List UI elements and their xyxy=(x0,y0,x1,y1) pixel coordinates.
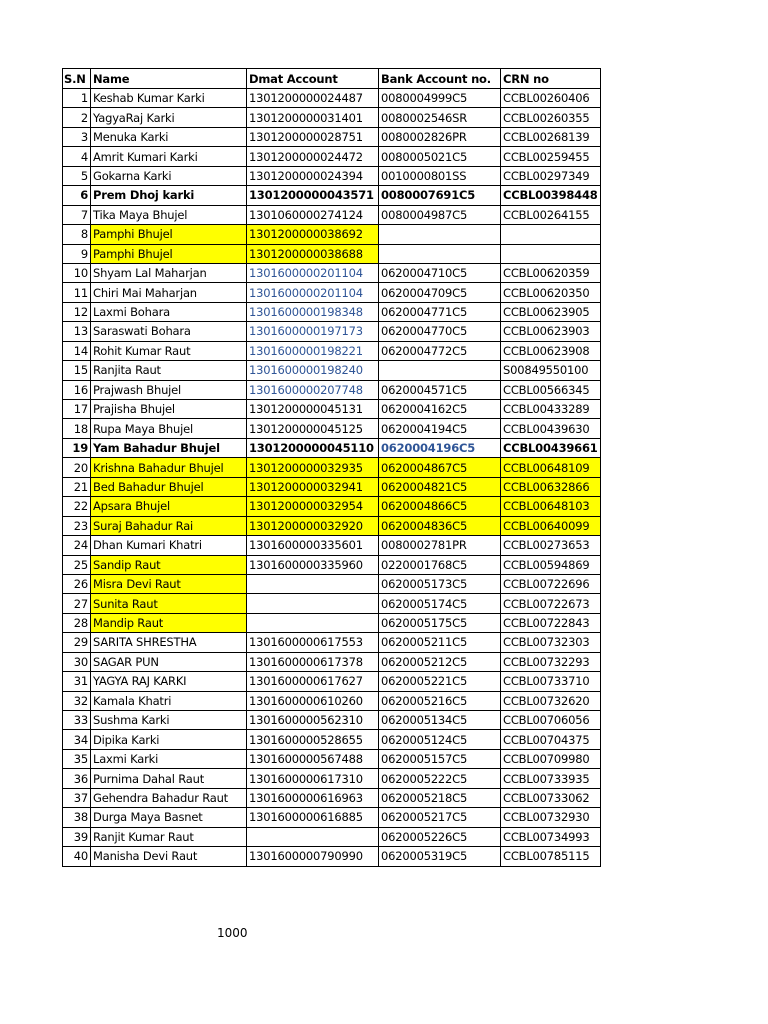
cell-crn[interactable]: CCBL00734993 xyxy=(501,827,601,846)
cell-sn[interactable]: 39 xyxy=(63,827,91,846)
cell-sn[interactable]: 11 xyxy=(63,283,91,302)
cell-name[interactable]: Kamala Khatri xyxy=(91,691,247,710)
table-row xyxy=(63,516,601,535)
cell-bank-account[interactable]: 0620004196C5 xyxy=(379,438,501,457)
cell-crn[interactable]: CCBL00722673 xyxy=(501,594,601,613)
cell-sn[interactable]: 19 xyxy=(63,438,91,457)
cell-crn[interactable]: CCBL00732303 xyxy=(501,633,601,652)
cell-sn[interactable]: 8 xyxy=(63,225,91,244)
table-row xyxy=(63,477,601,496)
cell-bank-account[interactable]: 0620004194C5 xyxy=(379,419,501,438)
cell-dmat-account[interactable]: 1301600000197173 xyxy=(247,322,379,341)
cell-dmat-account[interactable]: 1301600000207748 xyxy=(247,380,379,399)
cell-sn[interactable]: 9 xyxy=(63,244,91,263)
cell-bank-account[interactable]: 0620005173C5 xyxy=(379,574,501,593)
cell-bank-account[interactable]: 0620004772C5 xyxy=(379,341,501,360)
cell-dmat-account[interactable]: 1301600000617627 xyxy=(247,672,379,691)
cell-dmat-account[interactable]: 1301600000790990 xyxy=(247,847,379,866)
table-row xyxy=(63,244,601,263)
table-row xyxy=(63,847,601,866)
cell-bank-account[interactable]: 0080004987C5 xyxy=(379,205,501,224)
cell-dmat-account[interactable] xyxy=(247,613,379,632)
cell-bank-account[interactable]: 0620004821C5 xyxy=(379,477,501,496)
cell-crn[interactable]: CCBL00439661 xyxy=(501,438,601,457)
table-row xyxy=(63,808,601,827)
table-row xyxy=(63,322,601,341)
cell-name[interactable]: Apsara Bhujel xyxy=(91,497,247,516)
cell-bank-account[interactable]: 0620005217C5 xyxy=(379,808,501,827)
cell-name[interactable]: Prajisha Bhujel xyxy=(91,400,247,419)
cell-name[interactable]: YAGYA RAJ KARKI xyxy=(91,672,247,691)
table-row xyxy=(63,555,601,574)
table-row xyxy=(63,749,601,768)
cell-crn[interactable]: CCBL00706056 xyxy=(501,711,601,730)
table-row xyxy=(63,458,601,477)
cell-name[interactable]: Shyam Lal Maharjan xyxy=(91,263,247,282)
cell-bank-account[interactable]: 0620005134C5 xyxy=(379,711,501,730)
cell-name[interactable]: Krishna Bahadur Bhujel xyxy=(91,458,247,477)
cell-dmat-account[interactable]: 1301600000610260 xyxy=(247,691,379,710)
cell-name[interactable]: Dhan Kumari Khatri xyxy=(91,536,247,555)
cell-name[interactable]: Keshab Kumar Karki xyxy=(91,89,247,108)
cell-crn[interactable] xyxy=(501,225,601,244)
cell-dmat-account[interactable]: 1301600000198348 xyxy=(247,302,379,321)
cell-sn[interactable]: 21 xyxy=(63,477,91,496)
cell-sn[interactable]: 18 xyxy=(63,419,91,438)
cell-dmat-account[interactable]: 1301200000045131 xyxy=(247,400,379,419)
cell-bank-account[interactable]: 0080002546SR xyxy=(379,108,501,127)
table-row xyxy=(63,380,601,399)
table-row xyxy=(63,127,601,146)
cell-dmat-account[interactable]: 1301200000032920 xyxy=(247,516,379,535)
cell-crn[interactable]: CCBL00704375 xyxy=(501,730,601,749)
table-row xyxy=(63,302,601,321)
cell-bank-account[interactable]: 0620004866C5 xyxy=(379,497,501,516)
cell-dmat-account[interactable]: 1301600000528655 xyxy=(247,730,379,749)
cell-dmat-account[interactable]: 1301200000032935 xyxy=(247,458,379,477)
cell-name[interactable]: Ranjit Kumar Raut xyxy=(91,827,247,846)
table-row xyxy=(63,419,601,438)
cell-crn[interactable]: CCBL00640099 xyxy=(501,516,601,535)
cell-bank-account[interactable]: 0620004836C5 xyxy=(379,516,501,535)
cell-dmat-account[interactable]: 1301200000031401 xyxy=(247,108,379,127)
cell-dmat-account[interactable]: 1301200000038688 xyxy=(247,244,379,263)
cell-crn[interactable]: CCBL00733935 xyxy=(501,769,601,788)
cell-dmat-account[interactable]: 1301200000024487 xyxy=(247,89,379,108)
cell-dmat-account[interactable]: 1301200000032941 xyxy=(247,477,379,496)
cell-name[interactable]: Rohit Kumar Raut xyxy=(91,341,247,360)
cell-dmat-account[interactable]: 1301600000335960 xyxy=(247,555,379,574)
cell-name[interactable]: Misra Devi Raut xyxy=(91,574,247,593)
cell-dmat-account[interactable] xyxy=(247,574,379,593)
total-value: 1000 xyxy=(217,926,248,940)
cell-crn[interactable]: CCBL00620350 xyxy=(501,283,601,302)
cell-bank-account[interactable]: 0620004770C5 xyxy=(379,322,501,341)
cell-sn[interactable]: 34 xyxy=(63,730,91,749)
cell-name[interactable]: Pamphi Bhujel xyxy=(91,244,247,263)
cell-dmat-account[interactable]: 1301200000024472 xyxy=(247,147,379,166)
cell-name[interactable]: Sunita Raut xyxy=(91,594,247,613)
cell-bank-account[interactable]: 0080007691C5 xyxy=(379,186,501,205)
cell-sn[interactable]: 14 xyxy=(63,341,91,360)
table-row xyxy=(63,361,601,380)
cell-name[interactable]: Bed Bahadur Bhujel xyxy=(91,477,247,496)
cell-dmat-account[interactable]: 1301600000616885 xyxy=(247,808,379,827)
cell-sn[interactable]: 13 xyxy=(63,322,91,341)
cell-bank-account[interactable]: 0620005124C5 xyxy=(379,730,501,749)
cell-crn[interactable]: CCBL00623903 xyxy=(501,322,601,341)
cell-dmat-account[interactable]: 1301600000335601 xyxy=(247,536,379,555)
cell-name[interactable]: Prem Dhoj karki xyxy=(91,186,247,205)
header-name: Name xyxy=(91,69,247,89)
cell-crn[interactable]: S00849550100 xyxy=(501,361,601,380)
cell-dmat-account[interactable]: 1301600000617378 xyxy=(247,652,379,671)
cell-sn[interactable]: 37 xyxy=(63,788,91,807)
cell-bank-account[interactable]: 0620004771C5 xyxy=(379,302,501,321)
cell-sn[interactable]: 17 xyxy=(63,400,91,419)
cell-bank-account[interactable]: 0620004162C5 xyxy=(379,400,501,419)
table-row xyxy=(63,186,601,205)
cell-crn[interactable]: CCBL00433289 xyxy=(501,400,601,419)
table-row xyxy=(63,652,601,671)
cell-sn[interactable]: 29 xyxy=(63,633,91,652)
cell-bank-account[interactable] xyxy=(379,225,501,244)
cell-name[interactable]: Sandip Raut xyxy=(91,555,247,574)
table-row xyxy=(63,225,601,244)
table-row xyxy=(63,166,601,185)
table-row xyxy=(63,205,601,224)
cell-name[interactable]: YagyaRaj Karki xyxy=(91,108,247,127)
cell-crn[interactable]: CCBL00260406 xyxy=(501,89,601,108)
cell-crn[interactable]: CCBL00620359 xyxy=(501,263,601,282)
cell-dmat-account[interactable]: 1301600000616963 xyxy=(247,788,379,807)
cell-dmat-account[interactable]: 1301200000043571 xyxy=(247,186,379,205)
cell-crn[interactable]: CCBL00648103 xyxy=(501,497,601,516)
cell-dmat-account[interactable]: 1301600000567488 xyxy=(247,749,379,768)
cell-crn[interactable]: CCBL00648109 xyxy=(501,458,601,477)
cell-bank-account[interactable]: 0010000801SS xyxy=(379,166,501,185)
cell-name[interactable]: Suraj Bahadur Rai xyxy=(91,516,247,535)
cell-bank-account[interactable]: 0080002826PR xyxy=(379,127,501,146)
cell-crn[interactable]: CCBL00732620 xyxy=(501,691,601,710)
cell-name[interactable]: Laxmi Karki xyxy=(91,749,247,768)
cell-name[interactable]: Ranjita Raut xyxy=(91,361,247,380)
cell-sn[interactable]: 7 xyxy=(63,205,91,224)
cell-crn[interactable]: CCBL00722696 xyxy=(501,574,601,593)
accounts-table xyxy=(62,68,601,867)
cell-dmat-account[interactable]: 1301200000038692 xyxy=(247,225,379,244)
table-row xyxy=(63,730,601,749)
cell-name[interactable]: Dipika Karki xyxy=(91,730,247,749)
cell-crn[interactable]: CCBL00259455 xyxy=(501,147,601,166)
cell-sn[interactable]: 23 xyxy=(63,516,91,535)
cell-dmat-account[interactable]: 1301200000028751 xyxy=(247,127,379,146)
cell-name[interactable]: Menuka Karki xyxy=(91,127,247,146)
cell-dmat-account[interactable]: 1301600000201104 xyxy=(247,263,379,282)
cell-crn[interactable]: CCBL00260355 xyxy=(501,108,601,127)
cell-name[interactable]: Purnima Dahal Raut xyxy=(91,769,247,788)
cell-sn[interactable]: 25 xyxy=(63,555,91,574)
header-row xyxy=(63,69,601,89)
cell-sn[interactable]: 20 xyxy=(63,458,91,477)
cell-dmat-account[interactable]: 1301200000045110 xyxy=(247,438,379,457)
table-row xyxy=(63,497,601,516)
cell-crn[interactable]: CCBL00733710 xyxy=(501,672,601,691)
cell-dmat-account[interactable] xyxy=(247,827,379,846)
cell-name[interactable]: Laxmi Bohara xyxy=(91,302,247,321)
cell-name[interactable]: SARITA SHRESTHA xyxy=(91,633,247,652)
cell-sn[interactable]: 36 xyxy=(63,769,91,788)
cell-name[interactable]: Chiri Mai Maharjan xyxy=(91,283,247,302)
cell-name[interactable]: Yam Bahadur Bhujel xyxy=(91,438,247,457)
table-row xyxy=(63,633,601,652)
table-row xyxy=(63,672,601,691)
cell-bank-account[interactable]: 0220001768C5 xyxy=(379,555,501,574)
cell-sn[interactable]: 31 xyxy=(63,672,91,691)
header-sn: S.N xyxy=(63,69,91,89)
cell-dmat-account[interactable]: 1301600000617310 xyxy=(247,769,379,788)
cell-name[interactable]: Manisha Devi Raut xyxy=(91,847,247,866)
cell-bank-account[interactable]: 0620005212C5 xyxy=(379,652,501,671)
cell-sn[interactable]: 10 xyxy=(63,263,91,282)
cell-bank-account[interactable]: 0620004709C5 xyxy=(379,283,501,302)
cell-sn[interactable]: 28 xyxy=(63,613,91,632)
table-row xyxy=(63,769,601,788)
cell-sn[interactable]: 22 xyxy=(63,497,91,516)
cell-crn[interactable]: CCBL00733062 xyxy=(501,788,601,807)
cell-crn[interactable]: CCBL00566345 xyxy=(501,380,601,399)
cell-sn[interactable]: 12 xyxy=(63,302,91,321)
cell-name[interactable]: Sushma Karki xyxy=(91,711,247,730)
cell-dmat-account[interactable] xyxy=(247,594,379,613)
table-row xyxy=(63,788,601,807)
cell-crn[interactable]: CCBL00623908 xyxy=(501,341,601,360)
cell-bank-account[interactable]: 0620005222C5 xyxy=(379,769,501,788)
cell-bank-account[interactable]: 0620004710C5 xyxy=(379,263,501,282)
cell-sn[interactable]: 27 xyxy=(63,594,91,613)
cell-name[interactable]: Saraswati Bohara xyxy=(91,322,247,341)
cell-sn[interactable]: 40 xyxy=(63,847,91,866)
cell-dmat-account[interactable]: 1301600000198221 xyxy=(247,341,379,360)
cell-sn[interactable]: 35 xyxy=(63,749,91,768)
cell-crn[interactable]: CCBL00268139 xyxy=(501,127,601,146)
cell-name[interactable]: Durga Maya Basnet xyxy=(91,808,247,827)
cell-sn[interactable]: 6 xyxy=(63,186,91,205)
cell-sn[interactable]: 38 xyxy=(63,808,91,827)
table-row xyxy=(63,691,601,710)
header-bank-account: Bank Account no. xyxy=(379,69,501,89)
cell-name[interactable]: Gokarna Karki xyxy=(91,166,247,185)
table-row xyxy=(63,89,601,108)
cell-name[interactable]: Gehendra Bahadur Raut xyxy=(91,788,247,807)
table-row xyxy=(63,536,601,555)
cell-sn[interactable]: 24 xyxy=(63,536,91,555)
cell-bank-account[interactable] xyxy=(379,244,501,263)
cell-crn[interactable]: CCBL00273653 xyxy=(501,536,601,555)
table-row xyxy=(63,574,601,593)
table-body xyxy=(63,89,601,867)
cell-name[interactable]: Prajwash Bhujel xyxy=(91,380,247,399)
header-dmat-account: Dmat Account xyxy=(247,69,379,89)
cell-dmat-account[interactable]: 1301600000617553 xyxy=(247,633,379,652)
cell-name[interactable]: Amrit Kumari Karki xyxy=(91,147,247,166)
cell-bank-account[interactable]: 0620005175C5 xyxy=(379,613,501,632)
cell-crn[interactable] xyxy=(501,244,601,263)
cell-dmat-account[interactable]: 1301200000045125 xyxy=(247,419,379,438)
cell-crn[interactable]: CCBL00264155 xyxy=(501,205,601,224)
table-row xyxy=(63,438,601,457)
cell-crn[interactable]: CCBL00722843 xyxy=(501,613,601,632)
cell-dmat-account[interactable]: 1301060000274124 xyxy=(247,205,379,224)
cell-crn[interactable]: CCBL00439630 xyxy=(501,419,601,438)
cell-sn[interactable]: 26 xyxy=(63,574,91,593)
cell-dmat-account[interactable]: 1301600000562310 xyxy=(247,711,379,730)
cell-bank-account[interactable]: 0080005021C5 xyxy=(379,147,501,166)
table-row xyxy=(63,341,601,360)
cell-bank-account[interactable]: 0620005211C5 xyxy=(379,633,501,652)
table-row xyxy=(63,147,601,166)
cell-bank-account[interactable]: 0620005221C5 xyxy=(379,672,501,691)
cell-crn[interactable]: CCBL00297349 xyxy=(501,166,601,185)
table-row xyxy=(63,283,601,302)
cell-bank-account[interactable]: 0620005218C5 xyxy=(379,788,501,807)
cell-bank-account[interactable]: 0080004999C5 xyxy=(379,89,501,108)
table-row xyxy=(63,827,601,846)
cell-bank-account[interactable]: 0080002781PR xyxy=(379,536,501,555)
cell-sn[interactable]: 2 xyxy=(63,108,91,127)
cell-crn[interactable]: CCBL00709980 xyxy=(501,749,601,768)
cell-sn[interactable]: 30 xyxy=(63,652,91,671)
cell-name[interactable]: SAGAR PUN xyxy=(91,652,247,671)
cell-sn[interactable]: 15 xyxy=(63,361,91,380)
cell-crn[interactable]: CCBL00785115 xyxy=(501,847,601,866)
cell-bank-account[interactable]: 0620005216C5 xyxy=(379,691,501,710)
cell-sn[interactable]: 4 xyxy=(63,147,91,166)
cell-bank-account[interactable]: 0620005226C5 xyxy=(379,827,501,846)
table-row xyxy=(63,613,601,632)
cell-sn[interactable]: 5 xyxy=(63,166,91,185)
cell-sn[interactable]: 16 xyxy=(63,380,91,399)
cell-bank-account[interactable]: 0620005157C5 xyxy=(379,749,501,768)
cell-name[interactable]: Pamphi Bhujel xyxy=(91,225,247,244)
cell-crn[interactable]: CCBL00623905 xyxy=(501,302,601,321)
cell-name[interactable]: Tika Maya Bhujel xyxy=(91,205,247,224)
cell-name[interactable]: Mandip Raut xyxy=(91,613,247,632)
cell-bank-account[interactable]: 0620004571C5 xyxy=(379,380,501,399)
cell-dmat-account[interactable]: 1301600000201104 xyxy=(247,283,379,302)
cell-sn[interactable]: 32 xyxy=(63,691,91,710)
header-crn: CRN no xyxy=(501,69,601,89)
cell-bank-account[interactable]: 0620005319C5 xyxy=(379,847,501,866)
cell-bank-account[interactable]: 0620005174C5 xyxy=(379,594,501,613)
cell-dmat-account[interactable]: 1301200000024394 xyxy=(247,166,379,185)
cell-crn[interactable]: CCBL00632866 xyxy=(501,477,601,496)
cell-sn[interactable]: 3 xyxy=(63,127,91,146)
cell-crn[interactable]: CCBL00732293 xyxy=(501,652,601,671)
cell-bank-account[interactable] xyxy=(379,361,501,380)
cell-bank-account[interactable]: 0620004867C5 xyxy=(379,458,501,477)
table-row xyxy=(63,263,601,282)
cell-crn[interactable]: CCBL00594869 xyxy=(501,555,601,574)
cell-sn[interactable]: 33 xyxy=(63,711,91,730)
cell-dmat-account[interactable]: 1301600000198240 xyxy=(247,361,379,380)
cell-dmat-account[interactable]: 1301200000032954 xyxy=(247,497,379,516)
table-row xyxy=(63,400,601,419)
cell-sn[interactable]: 1 xyxy=(63,89,91,108)
cell-crn[interactable]: CCBL00398448 xyxy=(501,186,601,205)
cell-crn[interactable]: CCBL00732930 xyxy=(501,808,601,827)
table-row xyxy=(63,711,601,730)
table-row xyxy=(63,594,601,613)
cell-name[interactable]: Rupa Maya Bhujel xyxy=(91,419,247,438)
table-row xyxy=(63,108,601,127)
